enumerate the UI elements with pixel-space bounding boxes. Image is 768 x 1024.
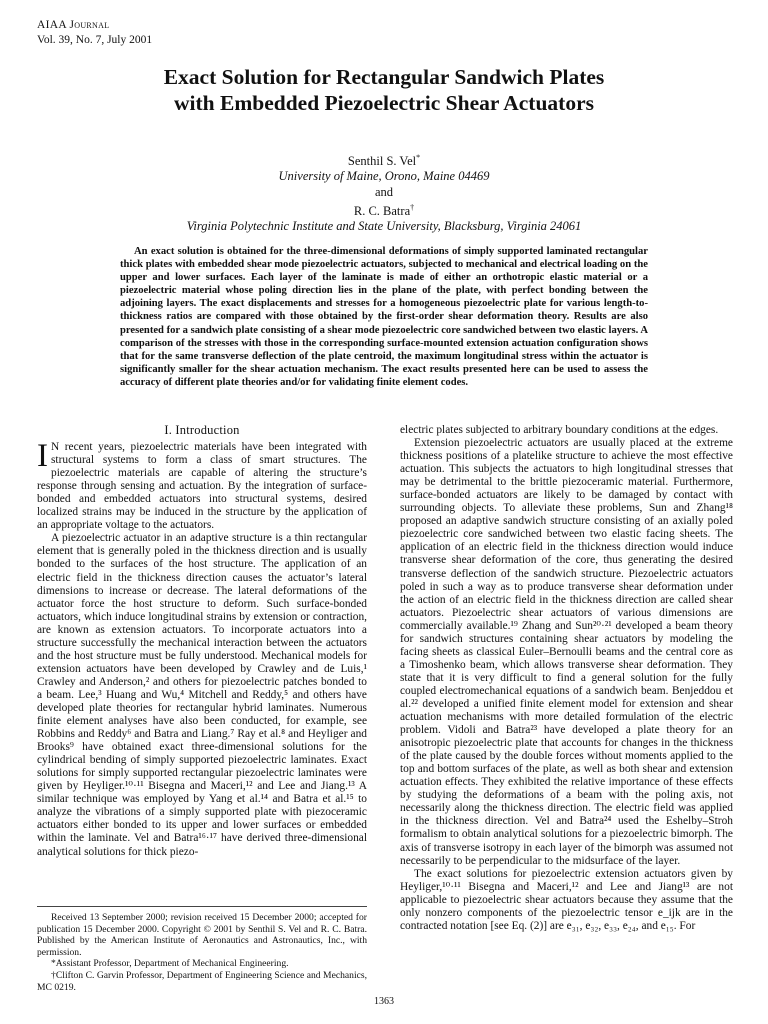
intro-paragraph-2: A piezoelectric actuator in an adaptive structure is a thin rectangular element that is generally poled in the thickness direction and is usually bonded to the surfaces of the host structure. The application of an electric field in the thickness direction causes the actuator’s lateral dimensions to increase or decrease. The lateral deformations of the actuator force the host structure to deform. Such surface-bonded actuators, which induce longitudinal strains by extension or contraction, are known as extension actuators. To incorporate actuators into a structure successfully the mechanical interaction between the actuators and the host structure must be fully understood. Mechanical models for extension actuators have been developed by Crawley and de Luis,¹ Crawley and Anderson,² and others for piezoelectric patches bonded to a beam. Lee,³ Huang and Wu,⁴ Mitchell and Reddy,⁵ and others have developed plate theories for rectangular hybrid laminates. Numerous finite element analyses have also been conducted, for example, see Robbins and Reddy⁶ and Batra and Liang.⁷ Ray et al.⁸ and Heyliger and Brooks⁹ have obtained exact three-dimensional solutions for the cylindrical bending of simply supported piezoelectric laminates. Exact solutions for simply supported rectangular piezoelectric laminates were given by Heyliger.¹⁰·¹¹ Bisegna and Maceri,¹² and Lee and Jiang.¹³ A similar technique was employed by Yang et al.¹⁴ and Batra et al.¹⁵ to analyze the vibrations of a simply supported plate with piezoceramic actuators either bonded to its upper and lower surfaces or embedded within the laminate. Vel and Batra¹⁶·¹⁷ have derived three-dimensional analytical solutions for thick piezo- (37, 532, 367, 858)
title-line-2: with Embedded Piezoelectric Shear Actuators (174, 91, 594, 115)
author-1 (0, 150, 768, 169)
author-2 (0, 200, 768, 219)
right-paragraph-2: Extension piezoelectric actuators are usually placed at the extreme thickness positions of a platelike structure to achieve the most effective actuation. This subjects the actuators to high longitudinal stresses that may be detrimental to the brittle piezoceramic material. Furthermore, surface-bonded actuators are likely to be damaged by contact with surrounding objects. To alleviate these problems, Sun and Zhang¹⁸ proposed an adaptive sandwich structure consisting of an axially poled piezoelectric core sandwiched between two elastic facing sheets. The application of an electric field in the thickness direction would induce transverse shear deformation of the core, thus generating the desired transverse deflection of the sandwich structure. Piezoelectric actuators poled in such a way as to produce transverse shear deformation under the action of an electric field in the thickness direction are called shear actuators. Piezoelectric shear actuators of various dimensions are commercially available.¹⁹ Zhang and Sun²⁰·²¹ developed a beam theory for sandwich structures containing shear actuators by modeling the facing sheets as classical Euler–Bernoulli beams and the central core as a Timoshenko beam, which allows transverse shear deformation. They state that it is very difficult to find a general solution for the fully coupled electromechanical equations of a sandwich beam. Benjeddou et al.²² developed a unified finite element model for extension and shear actuation mechanisms with more detailed formulation of the electric problem. Vidoli and Batra²³ have developed a plate theory for an anisotropic piezoelectric plate that accounts for changes in the thickness of the plate caused by the double forces without moments applied to the top and bottom surfaces of the plate, as well as both shear and extension actuation effects. They exhibited the relative importance of these effects by studying the deformations of a beam with the poling axis, not necessarily along the thickness direction. The electric field was applied in the thickness direction. Vel and Batra²⁴ used the Eshelby–Stroh formalism to obtain analytical solutions for a piezoelectric bimorph. The axis of transverse isotropy in each layer of the bimorph was assumed not necessarily to be perpendicular to the midsurface of the layer. (400, 437, 733, 867)
intro-paragraph-1 (37, 438, 367, 532)
left-column (37, 424, 367, 859)
intro-paragraph-1-text: N recent years, piezoelectric materials have been integrated with structural systems to form a class of smart structures. The piezoelectric materials are capable of altering the structure’s response through sensing and actuation. By the integration of surface-bonded and embedded actuators into structural systems, desired localized strains may be induced in the structure by the application of an appropriate voltage to the actuators. (37, 441, 367, 532)
journal-volume: Vol. 39, No. 7, July 2001 (37, 34, 153, 46)
author-block (0, 150, 768, 234)
drop-cap: I (37, 438, 48, 475)
journal-name: AIAA Journal (37, 19, 110, 31)
right-column (400, 424, 733, 933)
paper-title (0, 64, 768, 116)
author-and: and (374, 184, 394, 199)
affiliation-1: University of Maine, Orono, Maine 04469 (278, 169, 490, 184)
right-paragraph-3: The exact solutions for piezoelectric extension actuators given by Heyliger,¹⁰·¹¹ Bisegna and Maceri,¹² and Lee and Jiang¹³ are not applicable to piezoelectric shear actuators because they assume that the only nonzero components of the piezoelectric tensor e_ijk are in the contracted notation [see Eq. (2)] are e₃₁, e₃₂, e₃₃, e₂₄, and e₁₅. For (400, 867, 733, 932)
title-line-1: Exact Solution for Rectangular Sandwich Plates (163, 65, 605, 89)
journal-header (37, 18, 152, 48)
footnote-author-2: †Clifton C. Garvin Professor, Department of Engineering Science and Mechanics, MC 0219. (37, 969, 367, 993)
footnote-received: Received 13 September 2000; revision received 15 December 2000; accepted for publication 15 December 2000. Copyright © 2001 by Senthil S. Vel and R. C. Batra. Published by the American Institute of Aeronautics and Astronautics, Inc., with permission. (37, 912, 367, 958)
affiliation-2: Virginia Polytechnic Institute and State University, Blacksburg, Virginia 24061 (186, 219, 582, 234)
footnote-author-1: *Assistant Professor, Department of Mechanical Engineering. (51, 958, 289, 970)
author-1-mark: * (416, 153, 421, 162)
author-2-mark: † (410, 202, 415, 212)
section-heading: I. Introduction (164, 423, 240, 437)
author-2-name: R. C. Batra (353, 203, 411, 218)
page-number: 1363 (374, 996, 394, 1007)
author-1-name: Senthil S. Vel (347, 154, 417, 169)
right-paragraph-1: electric plates subjected to arbitrary boundary conditions at the edges. (400, 424, 719, 436)
footnotes (37, 906, 367, 993)
abstract: An exact solution is obtained for the three-dimensional deformations of simply supported laminated rectangular thick plates with embedded shear mode piezoelectric actuators, subjected to mechanical and electrical loading on the upper and lower surfaces. Each layer of the laminate is made of either an orthotropic elastic material or a piezoelectric material whose poling direction lies in the plane of the plate, with perfect bonding between the adjoining layers. The exact displacements and stresses for a homogeneous piezoelectric plate for various length-to-thickness ratios are compared with those obtained by the first-order shear deformation theory. Results are also presented for a sandwich plate consisting of a shear mode piezoelectric core sandwiched between two elastic layers. A comparison of the stresses with those in the corresponding surface-mounted extension actuation configuration shows that for the same transverse deflection of the plate centroid, the maximum longitudinal stress within the actuator is significantly smaller for the shear actuation mechanism. The exact results presented here can be used to assess the accuracy of different plate theories and/or for validating finite element codes. (120, 246, 648, 388)
